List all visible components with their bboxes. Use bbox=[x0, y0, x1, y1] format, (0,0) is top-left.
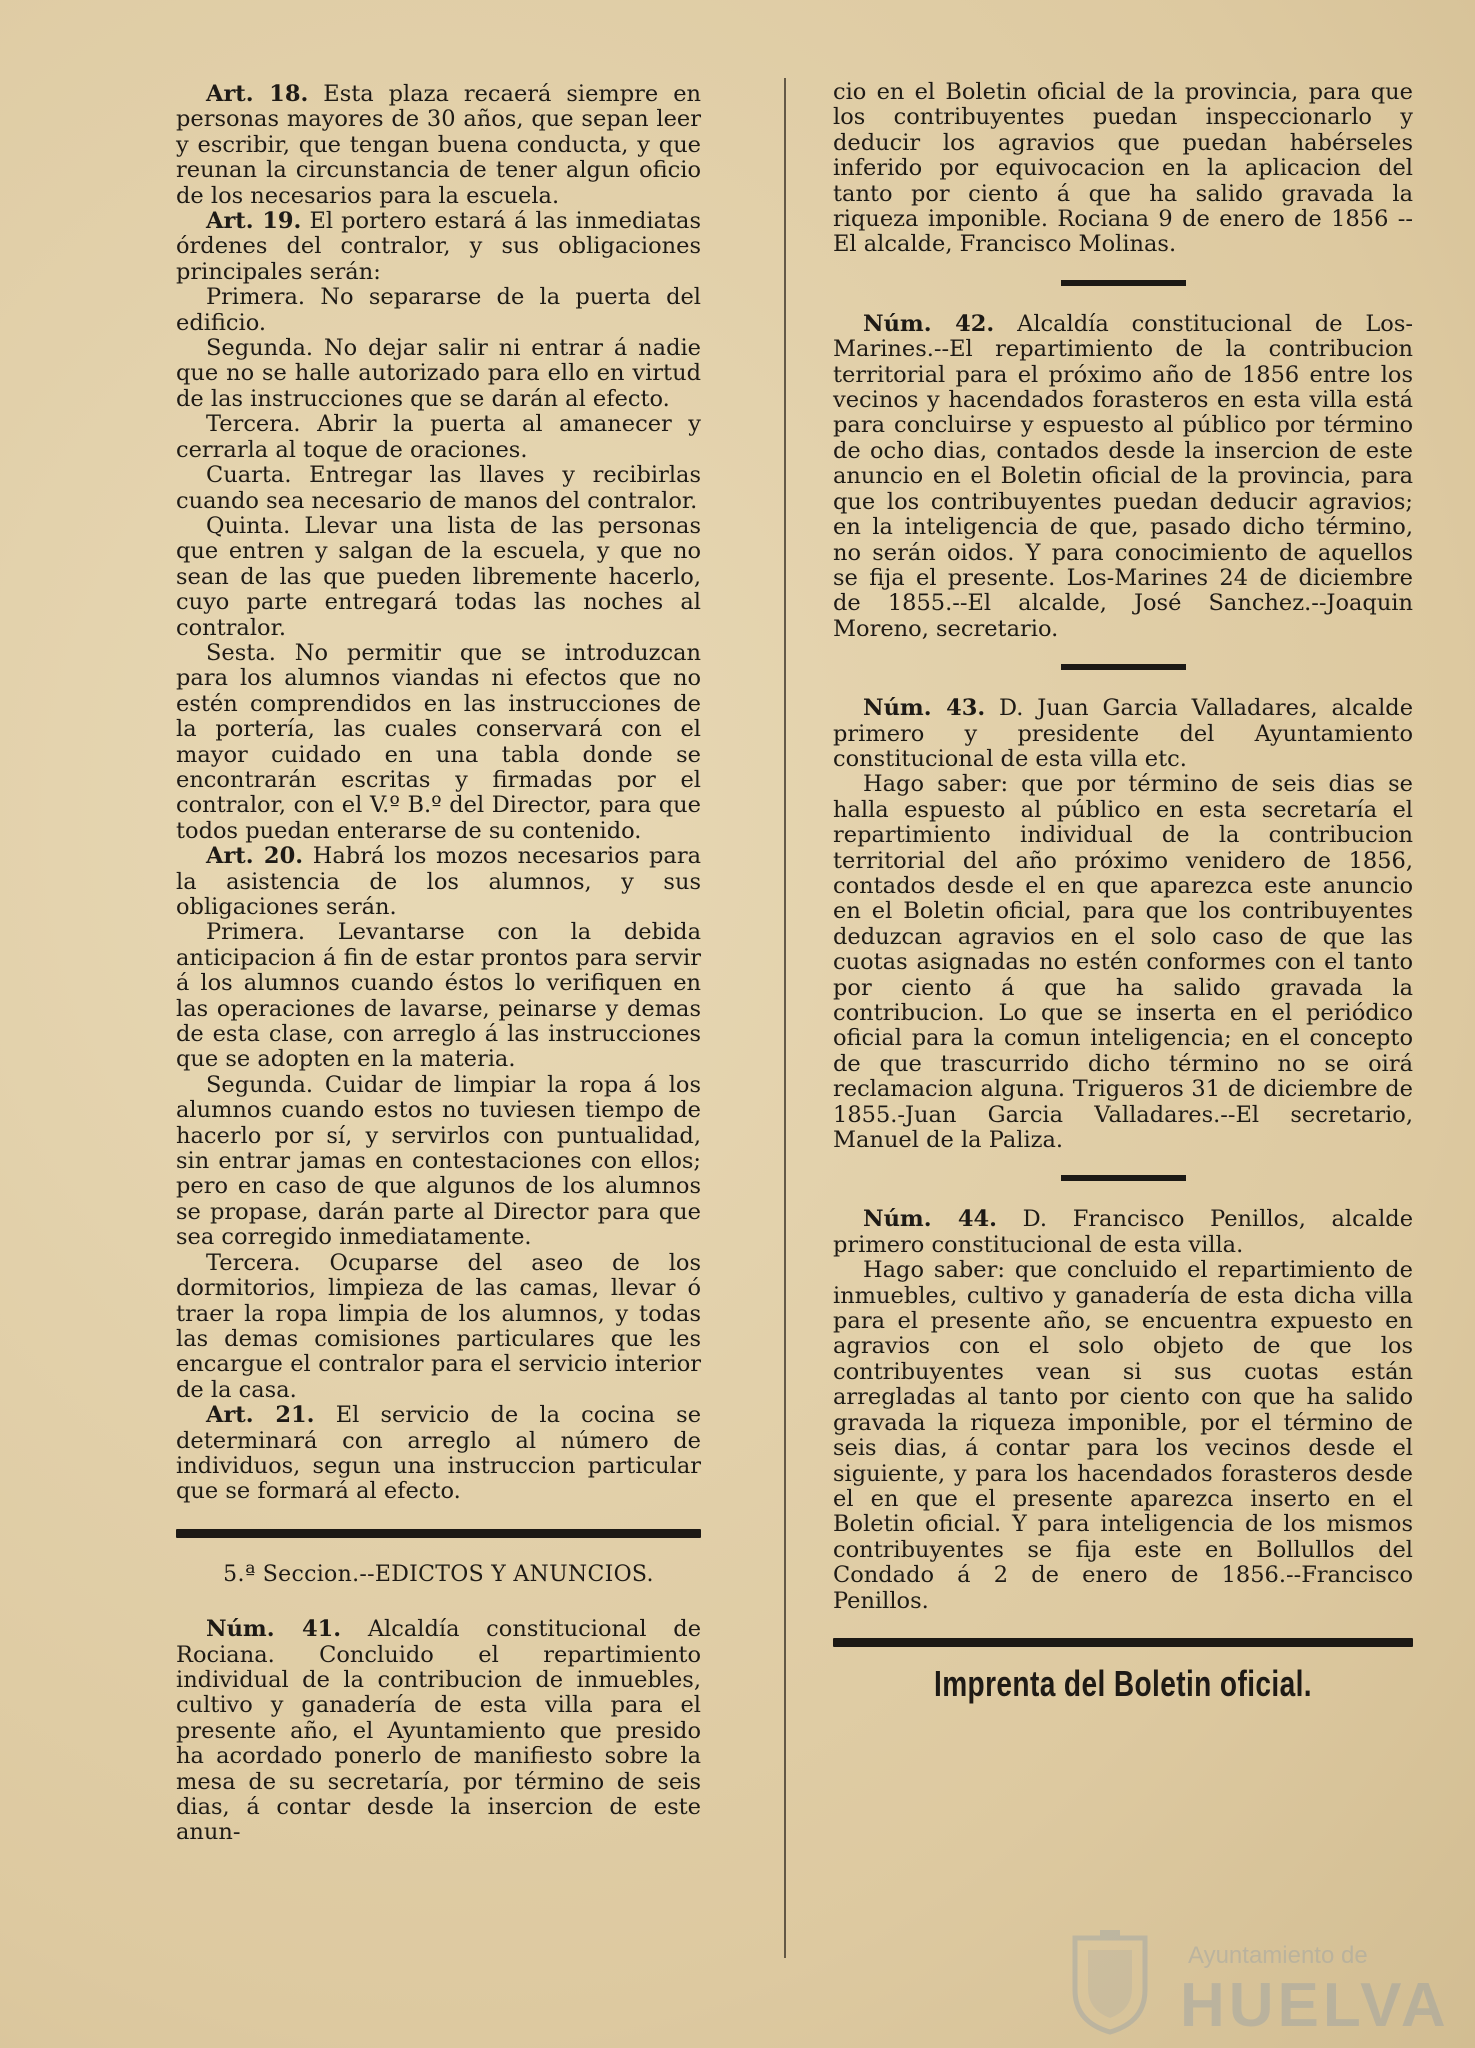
item-label: Tercera. bbox=[206, 411, 301, 438]
item-text: No dejar salir ni entrar á nadie que no se halle autorizado para ello en virtud de las instrucciones que se darán al efecto. bbox=[176, 335, 701, 412]
list-item bbox=[176, 1073, 701, 1251]
item-label: Primera. bbox=[206, 919, 306, 946]
notice-44-heading bbox=[833, 1207, 1413, 1258]
item-text: No separarse de la puerta del edificio. bbox=[176, 284, 701, 336]
article-21 bbox=[176, 1403, 701, 1505]
section-rule bbox=[176, 1529, 701, 1538]
notice-43-body: Hago saber: que por término de seis dias se halla espuesto al público en esta secretaría el repartimiento individual de la contribucion territorial del año próximo venidero de 1856, contados desde el en que aparezca este anuncio en el Boletin oficial, para que los contribuyentes deduzcan agravios en el solo caso de que las cuotas asignadas no estén conformes con el tanto por ciento á que ha salido gravada la contribucion. Lo que se inserta en el periódico oficial para la comun inteligencia; en el concepto de que trascurrido dicho término no se oirá reclamacion alguna. Trigueros 31 de diciembre de 1855.-Juan Garcia Valladares.--El secretario, Manuel de la Paliza. bbox=[833, 771, 1413, 1154]
right-column bbox=[833, 79, 1414, 1704]
article-19 bbox=[176, 209, 701, 285]
notice-43-heading bbox=[833, 696, 1413, 772]
notice-separator bbox=[1061, 280, 1186, 286]
list-item bbox=[176, 336, 701, 412]
watermark-line-2: HUELVA bbox=[1180, 1971, 1450, 2040]
item-label: Primera. bbox=[206, 284, 306, 311]
column-divider bbox=[784, 78, 786, 1958]
item-label: Sesta. bbox=[206, 639, 276, 666]
item-label: Quinta. bbox=[206, 512, 291, 539]
notice-label: Núm. 41. bbox=[206, 1616, 342, 1643]
article-label: Art. 20. bbox=[206, 843, 304, 870]
watermark-line-1: Ayuntamiento de bbox=[1188, 1942, 1368, 1969]
item-text: No permitir que se introduzcan para los alumnos viandas ni efectos que no estén comprendidos en las instrucciones de la portería, las cuales conservará con el mayor cuidado en una tabla donde se encontrarán escritas y firmadas por el contralor, con el V.º B.º del Director, para que todos puedan enterarse de su contenido. bbox=[176, 639, 701, 844]
item-label: Cuarta. bbox=[206, 462, 292, 489]
item-text: Entregar las llaves y recibirlas cuando sea necesario de manos del contralor. bbox=[176, 462, 701, 514]
list-item bbox=[176, 920, 701, 1072]
notice-text: Alcaldía constitucional de Los-Marines.--El repartimiento de la contribucion territorial para el próximo año de 1856 entre los vecinos y hacendados forasteros en esta villa está para concluirse y espuesto al público por término de ocho dias, contados desde la insercion de este anuncio en el Boletin oficial de la provincia, para que los contribuyentes puedan deducir agravios; en la inteligencia de que, pasado dicho término, no serán oidos. Y para conocimiento de aquellos se fija el presente. Los-Marines 24 de diciembre de 1855.--El alcalde, José Sanchez.--Joaquin Moreno, secretario. bbox=[833, 310, 1414, 642]
article-text: Habrá los mozos necesarios para la asistencia de los alumnos, y sus obligaciones serán. bbox=[176, 843, 701, 920]
item-text: Llevar una lista de las personas que entren y salgan de la escuela, y que no sean de las que pueden libremente hacerlo, cuyo parte entregará todas las noches al contralor. bbox=[176, 512, 701, 641]
section-heading: 5.ª Seccion.--EDICTOS Y ANUNCIOS. bbox=[223, 1561, 654, 1587]
article-18 bbox=[176, 82, 701, 209]
article-label: Art. 18. bbox=[206, 81, 309, 107]
left-column bbox=[176, 82, 701, 1846]
list-item bbox=[176, 1251, 701, 1403]
item-text: Ocuparse del aseo de los dormitorios, limpieza de las camas, llevar ó traer la ropa limpia de los alumnos, y todas las demas comisiones particulares que les encargue el contralor para el servicio interior de la casa. bbox=[176, 1249, 702, 1403]
list-item bbox=[176, 463, 701, 514]
notice-text: Alcaldía constitucional de Rociana. Concluido el repartimiento individual de la contribucion de inmuebles, cultivo y ganadería de esta villa para el presente año, el Ayuntamiento que presido ha acordado ponerlo de manifiesto sobre la mesa de su secretaría, por término de seis dias, á contar desde la insercion de este anun- bbox=[176, 1616, 702, 1846]
notice-label: Núm. 43. bbox=[863, 695, 986, 722]
archive-watermark bbox=[1060, 1930, 1450, 2040]
item-label: Segunda. bbox=[206, 335, 314, 362]
article-label: Art. 21. bbox=[206, 1402, 315, 1429]
notice-separator bbox=[1061, 664, 1186, 670]
footer-rule bbox=[833, 1638, 1413, 1647]
notice-41 bbox=[176, 1617, 701, 1846]
notice-41-continued: cio en el Boletin oficial de la provincia, para que los contribuyentes puedan inspeccionarlo y deducir los agravios que puedan habérseles inferido por equivocacion en la aplicacion del tanto por ciento á que ha salido gravada la riqueza imponible. Rociana 9 de enero de 1856 --El alcalde, Francisco Molinas. bbox=[833, 79, 1413, 258]
notice-separator bbox=[1061, 1175, 1186, 1181]
article-text: Esta plaza recaerá siempre en personas mayores de 30 años, que sepan leer y escribir, que tengan buena conducta, y que reunan la circunstancia de tener algun oficio de los necesarios para la escuela. bbox=[176, 81, 701, 209]
item-text: Abrir la puerta al amanecer y cerrarla al toque de oraciones. bbox=[176, 411, 701, 463]
notice-44-body: Hago saber: que concluido el repartimiento de inmuebles, cultivo y ganadería de esta dicha villa para el presente año, se encuentra expuesto en agravios con el solo objeto de que los contribuyentes vean si sus cuotas están arregladas al tanto por ciento con que ha salido gravada la riqueza imponible, por el término de seis dias, á contar para los vecinos desde el siguiente, y para los hacendados forasteros desde el en que el presente aparezca inserto en el Boletin oficial. Y para inteligencia de los mismos contribuyentes se fija este en Bollullos del Condado á 2 de enero de 1856.--Francisco Penillos. bbox=[833, 1257, 1413, 1614]
notice-label: Núm. 42. bbox=[863, 310, 995, 337]
notice-42 bbox=[833, 312, 1413, 642]
list-item bbox=[176, 641, 701, 844]
article-text: El servicio de la cocina se determinará con arreglo al número de individuos, segun una instruccion particular que se formará al efecto. bbox=[176, 1402, 702, 1505]
list-item bbox=[176, 514, 701, 641]
printer-imprint: Imprenta del Boletin oficial. bbox=[934, 1662, 1312, 1704]
list-item bbox=[176, 412, 701, 463]
coat-of-arms-icon bbox=[1070, 1930, 1150, 2035]
list-item bbox=[176, 285, 701, 336]
item-label: Segunda. bbox=[206, 1071, 314, 1098]
article-20 bbox=[176, 844, 701, 920]
notice-text: D. Francisco Penillos, alcalde primero constitucional de esta villa. bbox=[833, 1206, 1414, 1258]
item-label: Tercera. bbox=[206, 1249, 301, 1276]
notice-text: D. Juan Garcia Valladares, alcalde primero y presidente del Ayuntamiento constitucional de esta villa etc. bbox=[833, 695, 1414, 772]
item-text: Levantarse con la debida anticipacion á fin de estar prontos para servir á los alumnos cuando éstos lo verifiquen en las operaciones de lavarse, peinarse y demas de esta clase, con arreglo á las instrucciones que se adopten en la materia. bbox=[176, 919, 701, 1073]
article-label: Art. 19. bbox=[206, 208, 302, 235]
notice-label: Núm. 44. bbox=[863, 1206, 998, 1233]
item-text: Cuidar de limpiar la ropa á los alumnos cuando estos no tuviesen tiempo de hacerlo por sí, y servirlos con puntualidad, sin entrar jamas en contestaciones con ellos; pero en caso de que algunos de los alumnos se propase, darán parte al Director para que sea corregido inmediatamente. bbox=[176, 1071, 701, 1251]
article-text: El portero estará á las inmediatas órdenes del contralor, y sus obligaciones principales serán: bbox=[176, 208, 702, 285]
